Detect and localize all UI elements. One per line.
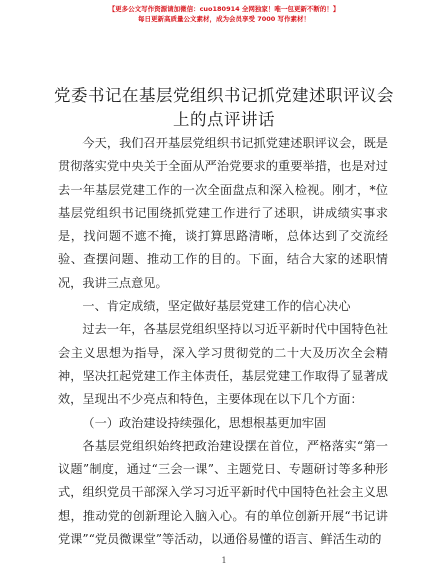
document-title <box>40 84 408 132</box>
section-heading-1: 一、肯定成绩，坚定做好基层党建工作的信心决心 <box>82 299 351 314</box>
promo-banner-line2: 每日更新高质量公文素材，成为会员享受 7000 写作素材！ <box>137 15 311 23</box>
paragraph-subsection-1: 各基层党组织始终把政治建设摆在首位，严格落实“第一议题”制度，通过“三会一课”、主题党日、专题研讨等多种形式，组织党员干部深入学习习近平新时代中国特色社会主义思想，推动党的创新理论入脑入心。有的单位创新开展“书记讲党课”“党员微课堂”等活动，以通俗易懂的语言、鲜活生动的 <box>58 438 388 547</box>
promo-banner-line1: 【更多公文写作资源请加微信：cuo180914 全网独家！唯一包更新不断的！】 <box>108 5 340 13</box>
page-number: 1 <box>221 556 227 565</box>
paragraph-intro: 今天，我们召开基层党组织书记抓党建述职评议会，既是贯彻落实党中央关于全面从严治党要求的重要举措，也是对过去一年基层党建工作的一次全面盘点和深入检视。刚才，*位基层党组织书记围绕抓党建工作进行了述职，讲成绩实事求是，找问题不遮不掩，谈打算思路清晰，总体达到了交流经验、查摆问题、推动工作的目的。下面，结合大家的述职情况，我讲三点意见。 <box>58 136 388 290</box>
title-line1: 党委书记在基层党组织书记抓党建述职评议会 <box>54 86 394 105</box>
promo-banner <box>0 4 448 24</box>
subsection-heading-1: （一）政治建设持续强化，思想根基更加牢固 <box>82 415 327 430</box>
paragraph-section-1: 过去一年，各基层党组织坚持以习近平新时代中国特色社会主义思想为指导，深入学习贯彻党的二十大及历次全会精神，坚决扛起党建工作主体责任，基层党建工作取得了显著成效，呈现出不少亮点和特色，主要体现在以下几个方面： <box>58 322 388 407</box>
title-line2: 上的点评讲话 <box>173 110 275 129</box>
document-body <box>58 132 388 551</box>
